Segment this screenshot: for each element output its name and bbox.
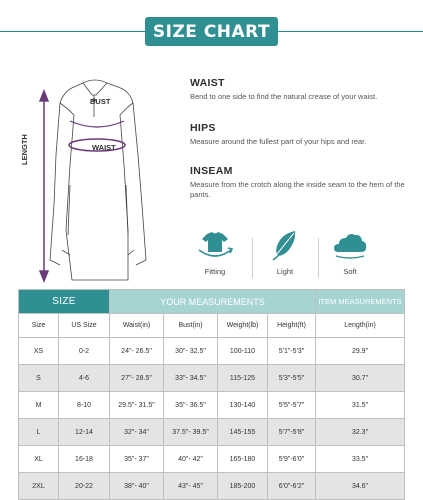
- table-cell: 145-155: [218, 419, 268, 446]
- table-cell: 5'9"-6'0": [268, 446, 316, 473]
- feature-light: [255, 228, 315, 276]
- garment-diagram: [0, 55, 175, 285]
- column-header: Bust(in): [164, 314, 218, 338]
- table-cell: 34.6": [316, 473, 405, 500]
- table-cell: 8-10: [59, 392, 110, 419]
- column-header: Length(in): [316, 314, 405, 338]
- instruction-inseam: [190, 165, 415, 200]
- feature-fitting: [185, 228, 245, 276]
- table-cell: 31.5": [316, 392, 405, 419]
- table-cell: 40"- 42": [164, 446, 218, 473]
- table-row: [19, 365, 405, 392]
- table-row: [19, 338, 405, 365]
- table-cell: 5'3"-5'5": [268, 365, 316, 392]
- column-header: Size: [19, 314, 59, 338]
- table-cell: 6'0"-6'2": [268, 473, 316, 500]
- table-cell: 24"- 26.5": [110, 338, 164, 365]
- table-cell: 32"- 34": [110, 419, 164, 446]
- column-header: Height(ft): [268, 314, 316, 338]
- title-banner: [145, 17, 278, 46]
- instruction-heading: INSEAM: [190, 165, 233, 177]
- instruction-heading: HIPS: [190, 122, 216, 134]
- table-cell: 20-22: [59, 473, 110, 500]
- size-table: [18, 289, 405, 500]
- table-cell: 29.5"- 31.5": [110, 392, 164, 419]
- table-row: [19, 473, 405, 500]
- table-cell: S: [19, 365, 59, 392]
- table-row: [19, 392, 405, 419]
- table-cell: 33.5": [316, 446, 405, 473]
- instruction-text: Measure around the fullest part of your hips and rear.: [190, 137, 367, 146]
- table-cell: 0-2: [59, 338, 110, 365]
- feature-label: Light: [276, 267, 294, 276]
- table-cell: XS: [19, 338, 59, 365]
- bust-label: BUST: [90, 97, 111, 106]
- group-header-item-measurements: ITEM MEASUREMENTS: [316, 290, 405, 314]
- table-cell: 16-18: [59, 446, 110, 473]
- table-cell: 35"- 36.5": [164, 392, 218, 419]
- dress-illustration: [0, 55, 175, 285]
- table-cell: 29.9": [316, 338, 405, 365]
- table-cell: M: [19, 392, 59, 419]
- table-cell: 185-200: [218, 473, 268, 500]
- title-bar: [0, 14, 423, 48]
- instruction-text: Bend to one side to find the natural crease of your waist.: [190, 92, 378, 101]
- feather-icon: [265, 228, 305, 262]
- table-row: [19, 446, 405, 473]
- group-header-size: SIZE: [19, 290, 110, 314]
- title-divider-left: [0, 31, 145, 32]
- table-cell: 43"- 45": [164, 473, 218, 500]
- cloud-icon: [330, 228, 370, 262]
- shirt-fitting-icon: [195, 228, 235, 262]
- table-row: [19, 419, 405, 446]
- feature-label: Fitting: [204, 267, 226, 276]
- table-cell: 5'7"-5'8": [268, 419, 316, 446]
- table-cell: 30.7": [316, 365, 405, 392]
- table-cell: L: [19, 419, 59, 446]
- table-cell: 4-6: [59, 365, 110, 392]
- table-cell: 5'5"-5'7": [268, 392, 316, 419]
- instruction-heading: WAIST: [190, 77, 225, 89]
- table-cell: 30"- 32.5": [164, 338, 218, 365]
- feature-label: Soft: [343, 267, 357, 276]
- column-header: Waist(in): [110, 314, 164, 338]
- table-cell: 37.5"- 39.5": [164, 419, 218, 446]
- title-divider-right: [278, 31, 423, 32]
- feature-soft: [320, 228, 380, 276]
- feature-divider: [318, 238, 319, 278]
- length-label: LENGTH: [20, 134, 29, 165]
- table-cell: 130-140: [218, 392, 268, 419]
- table-cell: 100-110: [218, 338, 268, 365]
- table-cell: 38"- 40": [110, 473, 164, 500]
- table-cell: 27"- 28.5": [110, 365, 164, 392]
- waist-label: WAIST: [92, 143, 116, 152]
- table-cell: 33"- 34.5": [164, 365, 218, 392]
- instruction-hips: [190, 122, 415, 147]
- feature-divider: [252, 238, 253, 278]
- page-title: SIZE CHART: [152, 21, 271, 42]
- table-cell: 2XL: [19, 473, 59, 500]
- instruction-text: Measure from the crotch along the inside seam to the hem of the pants.: [190, 180, 405, 199]
- column-header: US Size: [59, 314, 110, 338]
- table-cell: 35"- 37": [110, 446, 164, 473]
- table-cell: 12-14: [59, 419, 110, 446]
- group-header-your-measurements: YOUR MEASUREMENTS: [110, 290, 316, 314]
- table-cell: 5'1"-5'3": [268, 338, 316, 365]
- table-cell: XL: [19, 446, 59, 473]
- table-cell: 115-125: [218, 365, 268, 392]
- instruction-waist: [190, 77, 415, 102]
- table-cell: 32.3": [316, 419, 405, 446]
- column-header: Weight(lb): [218, 314, 268, 338]
- table-group-header-row: [19, 290, 405, 314]
- table-column-header-row: [19, 314, 405, 338]
- table-cell: 165-180: [218, 446, 268, 473]
